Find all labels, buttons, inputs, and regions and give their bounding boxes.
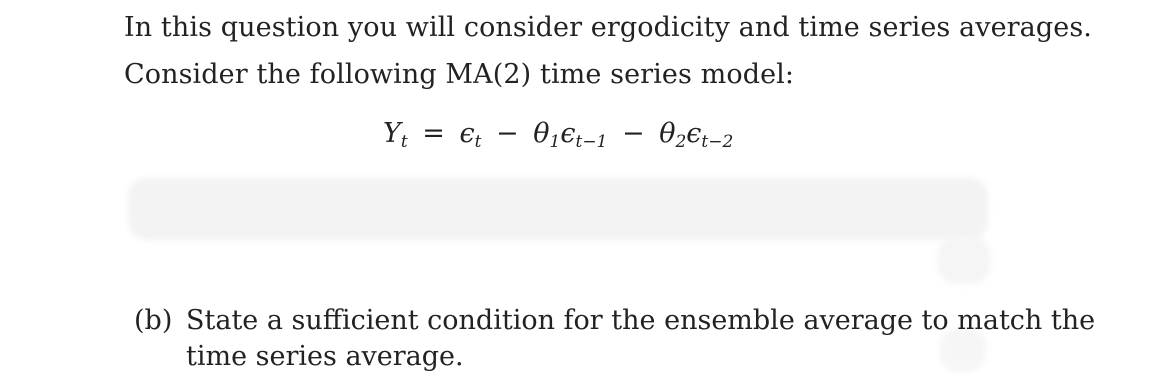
equals-sign: = [422,118,445,149]
theta-2-subscript: 2 [675,132,687,152]
epsilon-t: ϵ [459,118,475,149]
minus-sign-1: − [496,118,519,149]
equation-lhs-subscript: t [400,132,408,152]
model-intro-text: Consider the following MA(2) time series model: [124,59,795,90]
part-b-label: (b) [134,305,173,336]
epsilon-t-minus-1: ϵ [560,118,576,149]
part-b-text-line1: State a sufficient condition for the ensemble average to match the [186,305,1096,336]
theta-2: θ [659,118,676,149]
minus-sign-2: − [621,118,645,149]
epsilon-t-minus-2-subscript: t−2 [701,132,734,152]
theta-1: θ [533,118,550,149]
theta-1-subscript: 1 [549,132,561,152]
ma2-equation [383,116,733,152]
epsilon-t-minus-1-subscript: t−1 [575,132,608,152]
part-b-text-line2: time series average. [186,341,464,372]
question-part-b [134,303,1095,375]
equation-lhs: Y [383,118,401,149]
epsilon-t-subscript: t [474,132,482,152]
redacted-region-small [938,236,990,284]
intro-text: In this question you will consider ergodicity and time series averages. [124,12,1092,43]
redacted-region [128,178,988,240]
epsilon-t-minus-2: ϵ [686,118,702,149]
